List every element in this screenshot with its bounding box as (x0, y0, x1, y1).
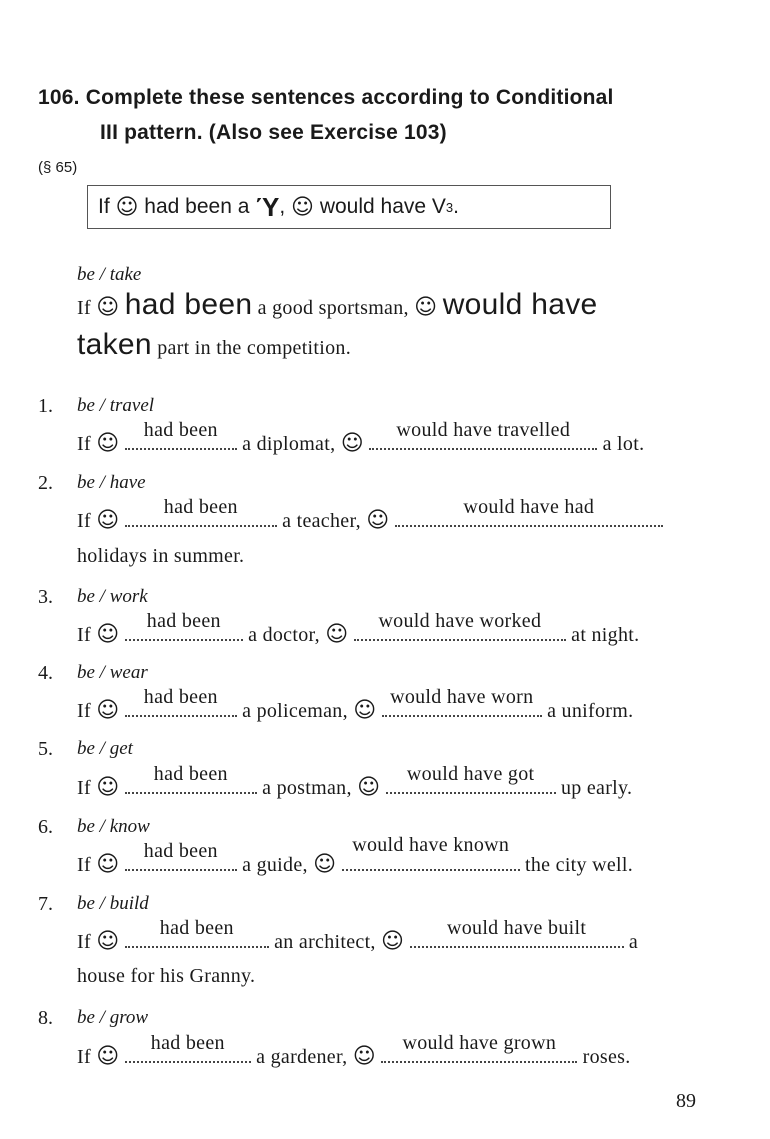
answer-text: would have had (463, 496, 595, 518)
smiley-icon: ☺ (357, 775, 381, 800)
item-hint: be / have (77, 472, 146, 493)
sentence-end: up early. (560, 777, 633, 799)
if-word: If (77, 624, 91, 646)
item-number: 7. (38, 893, 53, 915)
rule-if: If (98, 195, 110, 218)
sentence-middle: a policeman, (242, 700, 348, 722)
item-sentence (77, 610, 640, 647)
answer-blank-2[interactable] (369, 419, 597, 450)
item-hint: be / build (77, 893, 149, 914)
smiley-icon: ☺ (340, 431, 364, 456)
answer-text: would have travelled (396, 419, 571, 441)
item-hint: be / grow (77, 1007, 149, 1028)
example-line1 (77, 288, 598, 322)
smiley-icon: ☺ (325, 622, 349, 647)
sentence-middle: a doctor, (248, 624, 320, 646)
sentence-end: at night. (571, 624, 640, 646)
rule-box (87, 185, 611, 229)
item-number: 6. (38, 816, 53, 838)
answer-text: had been (146, 610, 221, 632)
answer-blank-1[interactable] (125, 610, 243, 641)
answer-text: had been (143, 686, 218, 708)
answer-blank-1[interactable] (125, 917, 269, 948)
item-sentence (77, 1032, 631, 1069)
item-number: 1. (38, 395, 53, 417)
smiley-icon: ☺ (366, 508, 390, 533)
answer-text: would have worked (378, 610, 542, 632)
if-word: If (77, 931, 91, 953)
example-had-been: had been (124, 288, 253, 321)
item-hint: be / know (77, 816, 150, 837)
answer-blank-1[interactable] (125, 840, 237, 871)
answer-blank-2[interactable] (386, 763, 556, 794)
item-hint: be / wear (77, 662, 148, 683)
item-number: 2. (38, 472, 53, 494)
item-sentence (77, 834, 634, 877)
sentence-middle: a postman, (262, 777, 352, 799)
if-word: If (77, 433, 91, 455)
example-middle: a good sportsman, (257, 297, 409, 319)
rule-would-have: would have V (319, 195, 446, 218)
smiley-icon: ☺ (96, 295, 120, 320)
smiley-icon: ☺ (96, 622, 120, 647)
answer-text: would have grown (402, 1032, 557, 1054)
answer-blank-1[interactable] (125, 1032, 251, 1063)
example-if: If (77, 297, 91, 319)
answer-blank-1[interactable] (125, 419, 237, 450)
item-number: 3. (38, 586, 53, 608)
item-number: 4. (38, 662, 53, 684)
smiley-icon: ☺ (96, 698, 120, 723)
rule-period: . (453, 195, 459, 218)
example-hint: be / take (77, 264, 142, 285)
smiley-icon: ☺ (381, 929, 405, 954)
sentence-end: the city well. (525, 854, 634, 876)
item-sentence (77, 763, 633, 800)
sentence-end: roses. (582, 1046, 631, 1068)
answer-blank-2[interactable] (395, 496, 663, 527)
answer-blank-2[interactable] (342, 834, 520, 871)
smiley-icon: ☺ (96, 775, 120, 800)
if-word: If (77, 510, 91, 532)
rule-subscript: 3 (445, 199, 454, 215)
example-line2 (77, 328, 351, 362)
smiley-icon: ☺ (414, 295, 438, 320)
item-hint: be / get (77, 738, 133, 759)
answer-blank-1[interactable] (125, 496, 277, 527)
sentence-middle: a diplomat, (242, 433, 336, 455)
item-sentence (77, 917, 639, 954)
answer-blank-2[interactable] (354, 610, 566, 641)
answer-text: would have got (406, 763, 535, 785)
sentence-end: a (628, 931, 639, 953)
smiley-icon: ☺ (96, 1044, 120, 1069)
answer-blank-1[interactable] (125, 686, 237, 717)
item-hint: be / travel (77, 395, 155, 416)
smiley-icon: ☺ (96, 431, 120, 456)
smiley-icon: ☺ (96, 929, 120, 954)
sentence-middle: a teacher, (282, 510, 361, 532)
answer-text: would have known (352, 834, 510, 856)
sentence-end: a uniform. (547, 700, 634, 722)
example-taken: taken (77, 328, 152, 361)
page-number: 89 (676, 1090, 696, 1112)
smiley-icon: ☺ (352, 1044, 376, 1069)
item-continuation: holidays in summer. (77, 545, 245, 567)
sentence-middle: a gardener, (256, 1046, 348, 1068)
answer-text: had been (143, 840, 218, 862)
item-number: 8. (38, 1007, 53, 1029)
smiley-icon: ☺ (313, 852, 337, 877)
sentence-middle: a guide, (242, 854, 308, 876)
if-word: If (77, 777, 91, 799)
item-hint: be / work (77, 586, 148, 607)
smiley-icon: ☺ (291, 194, 314, 220)
if-word: If (77, 854, 91, 876)
exercise-heading-line2: III pattern. (Also see Exercise 103) (100, 121, 447, 144)
answer-text: would have built (446, 917, 587, 939)
answer-blank-2[interactable] (410, 917, 624, 948)
answer-blank-1[interactable] (125, 763, 257, 794)
smiley-icon: ☺ (353, 698, 377, 723)
answer-text: had been (143, 419, 218, 441)
sentence-end: a lot. (602, 433, 645, 455)
rule-had-been: had been a (144, 195, 250, 218)
grammar-reference: (§ 65) (38, 159, 78, 176)
rule-comma: , (279, 195, 286, 218)
exercise-heading-line1: 106. Complete these sentences according to Conditional (38, 86, 614, 109)
answer-text: would have worn (390, 686, 534, 708)
if-word: If (77, 1046, 91, 1068)
answer-blank-2[interactable] (381, 1032, 577, 1063)
sentence-middle: an architect, (274, 931, 376, 953)
item-sentence (77, 419, 645, 456)
example-would-have: would have (442, 288, 598, 321)
example-end: part in the competition. (157, 337, 352, 359)
item-continuation: house for his Granny. (77, 965, 256, 987)
smiley-icon: ☺ (96, 852, 120, 877)
answer-text: had been (153, 763, 228, 785)
item-sentence (77, 496, 663, 533)
profession-symbol-icon: Ύ (255, 191, 280, 222)
answer-blank-2[interactable] (382, 686, 542, 717)
answer-text: had been (163, 496, 238, 518)
smiley-icon: ☺ (96, 508, 120, 533)
answer-text: had been (159, 917, 234, 939)
answer-text: had been (150, 1032, 225, 1054)
if-word: If (77, 700, 91, 722)
item-number: 5. (38, 738, 53, 760)
smiley-icon: ☺ (115, 194, 139, 220)
item-sentence (77, 686, 634, 723)
